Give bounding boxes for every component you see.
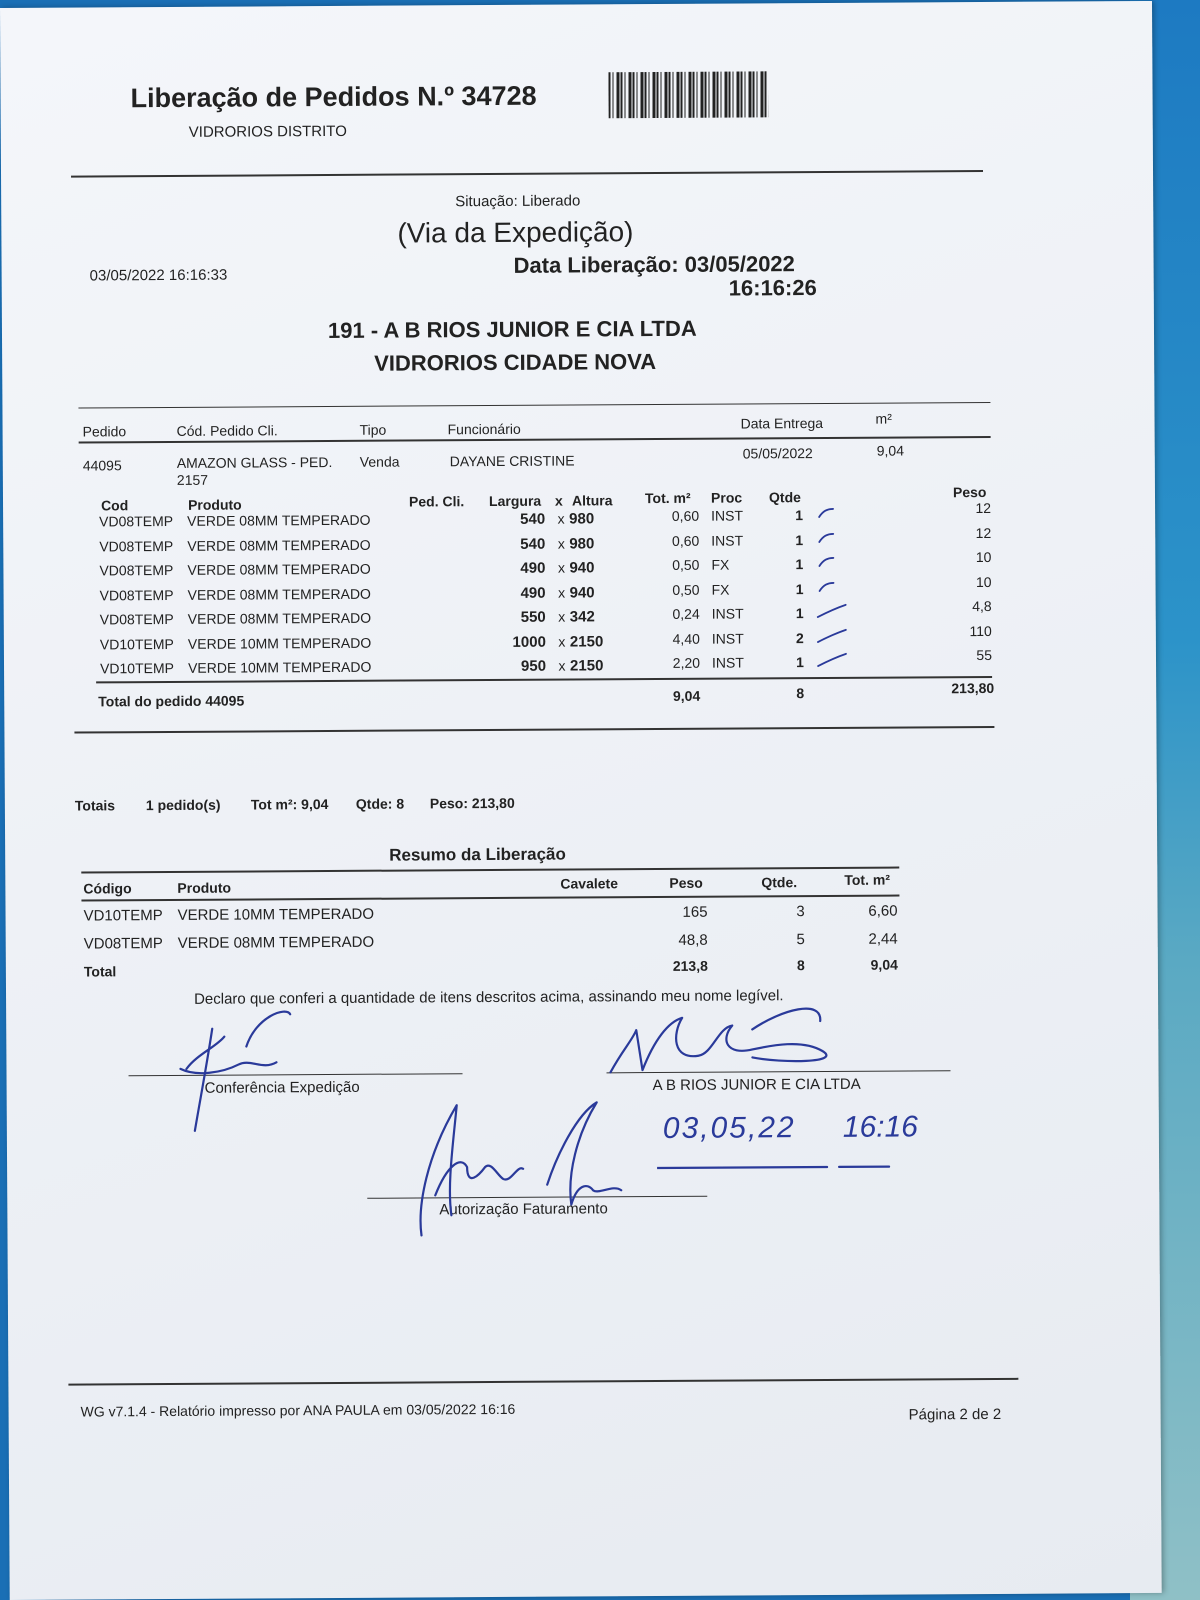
item-proc: FX: [711, 556, 730, 573]
item-largura: 540: [520, 510, 546, 528]
item-cod: VD08TEMP: [99, 610, 174, 628]
item-peso: 55: [976, 646, 993, 664]
item-cod: VD08TEMP: [99, 537, 174, 554]
handwritten-date: 03,05,22: [662, 1111, 796, 1145]
item-proc: INST: [711, 605, 744, 622]
summary-codigo: VD08TEMP: [83, 935, 163, 953]
items-col-cod: Cod: [100, 497, 129, 514]
order-total-peso: 213,80: [951, 679, 995, 697]
items-col-largura: Largura: [488, 492, 542, 510]
item-produto: VERDE 08MM TEMPERADO: [187, 536, 371, 554]
summary-peso: 165: [682, 903, 708, 921]
items-col-ped-cli: Ped. Cli.: [408, 493, 465, 510]
totals-label: Totais: [74, 797, 116, 814]
client-store: VIDRORIOS CIDADE NOVA: [374, 348, 657, 376]
totals-m2: Tot m²: 9,04: [250, 796, 329, 813]
items-col-peso: Peso: [952, 483, 987, 501]
footer-page-number: Página 2 de 2: [908, 1405, 1002, 1424]
check-mark-icon: [816, 603, 856, 621]
divider: [81, 867, 899, 874]
item-x: x: [558, 633, 566, 650]
item-largura: 490: [520, 559, 546, 577]
print-datetime: 03/05/2022 16:16:33: [89, 266, 228, 285]
order-total-m2: 9,04: [672, 687, 701, 704]
summary-produto: VERDE 08MM TEMPERADO: [177, 933, 375, 952]
release-time: 16:16:26: [728, 275, 817, 301]
item-tot-m2: 0,60: [671, 507, 700, 524]
totals-pedidos: 1 pedido(s): [145, 796, 221, 814]
col-tipo: Tipo: [359, 421, 387, 438]
item-peso: 10: [975, 548, 992, 566]
document-title: Liberação de Pedidos N.º 34728: [130, 80, 537, 114]
summary-col-codigo: Código: [83, 880, 132, 897]
item-x: x: [557, 510, 565, 527]
summary-col-produto: Produto: [177, 879, 232, 896]
item-tot-m2: 4,40: [672, 630, 700, 647]
item-produto: VERDE 08MM TEMPERADO: [187, 511, 371, 529]
item-altura: 980: [569, 510, 595, 528]
item-produto: VERDE 08MM TEMPERADO: [187, 585, 371, 603]
item-largura: 490: [520, 584, 546, 602]
col-m2: m²: [875, 410, 892, 427]
client-order-code-cont: 2157: [176, 471, 209, 488]
col-data-entrega: Data Entrega: [740, 414, 824, 432]
item-x: x: [558, 584, 566, 601]
divider: [78, 402, 990, 409]
signature-faturamento: [407, 1094, 648, 1245]
signature-label-expedicao: Conferência Expedição: [204, 1078, 360, 1097]
delivery-date: 05/05/2022: [742, 445, 813, 462]
summary-col-cavalete: Cavalete: [560, 875, 619, 892]
summary-codigo: VD10TEMP: [83, 907, 163, 925]
summary-col-tot-m2: Tot. m²: [844, 871, 891, 888]
order-number: 44095: [82, 457, 122, 474]
order-type: Venda: [359, 453, 400, 470]
item-altura: 980: [569, 534, 595, 553]
item-produto: VERDE 10MM TEMPERADO: [187, 658, 372, 676]
client-name: 191 - A B RIOS JUNIOR E CIA LTDA: [327, 315, 697, 344]
item-qtde: 1: [795, 556, 804, 573]
item-cod: VD08TEMP: [99, 561, 174, 579]
item-qtde: 1: [795, 580, 804, 597]
summary-col-qtde: Qtde.: [761, 874, 798, 891]
signature-expedicao: [166, 1006, 307, 1137]
summary-title: Resumo da Liberação: [389, 844, 566, 865]
item-tot-m2: 0,60: [671, 532, 700, 549]
check-mark-icon: [816, 627, 856, 645]
divider: [68, 1378, 1018, 1386]
divider: [96, 676, 992, 683]
declaration-text: Declaro que conferi a quantidade de itens descritos acima, assinando meu nome legível.: [194, 987, 784, 1008]
item-proc: INST: [711, 507, 744, 524]
item-peso: 4,8: [972, 597, 992, 615]
item-cod: VD10TEMP: [99, 635, 174, 652]
items-col-x: x: [554, 492, 563, 509]
summary-qtde: 5: [796, 931, 805, 949]
summary-produto: VERDE 10MM TEMPERADO: [177, 905, 375, 924]
via-label: (Via da Expedição): [397, 216, 634, 249]
item-qtde: 1: [795, 507, 804, 524]
item-altura: 2150: [569, 632, 604, 651]
item-peso: 12: [975, 499, 992, 517]
item-cod: VD10TEMP: [99, 659, 175, 677]
item-tot-m2: 0,50: [672, 556, 700, 573]
item-x: x: [557, 559, 565, 576]
divider: [71, 170, 983, 178]
item-x: x: [557, 535, 565, 552]
item-cod: VD08TEMP: [99, 512, 174, 530]
order-total-label: Total do pedido 44095: [98, 692, 245, 710]
summary-total-qtde: 8: [796, 957, 805, 974]
summary-tot-m2: 2,44: [868, 930, 898, 948]
items-col-tot-m2: Tot. m²: [644, 489, 691, 507]
item-largura: 1000: [512, 633, 546, 651]
item-produto: VERDE 08MM TEMPERADO: [187, 609, 372, 627]
item-altura: 940: [569, 583, 595, 602]
summary-total-label: Total: [83, 963, 117, 980]
item-qtde: 1: [795, 531, 804, 548]
summary-total-peso: 213,8: [672, 957, 708, 974]
item-altura: 342: [569, 608, 595, 626]
item-proc: INST: [711, 531, 744, 549]
item-x: x: [558, 657, 566, 674]
company-name: VIDRORIOS DISTRITO: [188, 122, 347, 141]
item-altura: 2150: [569, 657, 604, 675]
handwritten-time: 16:16: [842, 1110, 919, 1144]
signature-client: [602, 999, 862, 1081]
col-pedido: Pedido: [82, 423, 127, 440]
item-qtde: 1: [796, 654, 804, 671]
item-produto: VERDE 08MM TEMPERADO: [187, 560, 371, 578]
barcode: [608, 71, 768, 118]
item-altura: 940: [569, 559, 595, 577]
summary-peso: 48,8: [678, 931, 708, 949]
summary-tot-m2: 6,60: [868, 902, 898, 920]
items-col-produto: Produto: [187, 496, 242, 513]
totals-peso: Peso: 213,80: [429, 794, 515, 812]
item-produto: VERDE 10MM TEMPERADO: [187, 634, 372, 652]
item-proc: FX: [711, 581, 730, 598]
signature-label-client: A B RIOS JUNIOR E CIA LTDA: [652, 1075, 861, 1095]
check-mark-icon: [815, 554, 855, 572]
items-col-altura: Altura: [571, 492, 613, 509]
item-peso: 110: [969, 622, 992, 639]
item-proc: INST: [711, 629, 744, 647]
release-date: Data Liberação: 03/05/2022: [513, 251, 795, 278]
item-proc: INST: [711, 654, 744, 671]
check-mark-icon: [815, 529, 855, 547]
employee: DAYANE CRISTINE: [449, 452, 575, 470]
col-cod-pedido-cli: Cód. Pedido Cli.: [176, 422, 278, 439]
item-x: x: [558, 608, 566, 625]
order-m2: 9,04: [876, 442, 905, 459]
check-mark-icon: [816, 652, 856, 670]
item-qtde: 1: [795, 605, 804, 622]
item-tot-m2: 0,50: [672, 581, 700, 598]
situation-label: Situação: Liberado: [455, 192, 581, 211]
item-tot-m2: 2,20: [672, 654, 701, 671]
items-col-qtde: Qtde: [768, 489, 801, 506]
footer-printed-by: WG v7.1.4 - Relatório impresso por ANA PAULA em 03/05/2022 16:16: [80, 1400, 516, 1420]
signature-label-faturamento: Autorização Faturamento: [439, 1200, 608, 1219]
order-total-qtde: 8: [796, 685, 805, 702]
summary-col-peso: Peso: [669, 874, 703, 891]
items-col-proc: Proc: [710, 489, 743, 506]
divider: [74, 726, 994, 734]
item-largura: 950: [520, 657, 547, 675]
col-funcionario: Funcionário: [447, 420, 521, 438]
summary-total-m2: 9,04: [870, 956, 898, 973]
check-mark-icon: [815, 505, 855, 523]
document-page: [0, 1, 1162, 1600]
item-peso: 12: [975, 524, 992, 541]
totals-qtde: Qtde: 8: [355, 795, 405, 812]
item-largura: 540: [520, 535, 546, 553]
client-order-code: AMAZON GLASS - PED.: [176, 453, 333, 471]
check-mark-icon: [816, 578, 856, 596]
item-cod: VD08TEMP: [99, 586, 174, 603]
item-tot-m2: 0,24: [672, 605, 700, 622]
item-peso: 10: [975, 573, 992, 590]
summary-qtde: 3: [796, 903, 805, 921]
item-largura: 550: [520, 608, 546, 626]
item-qtde: 2: [795, 629, 804, 646]
